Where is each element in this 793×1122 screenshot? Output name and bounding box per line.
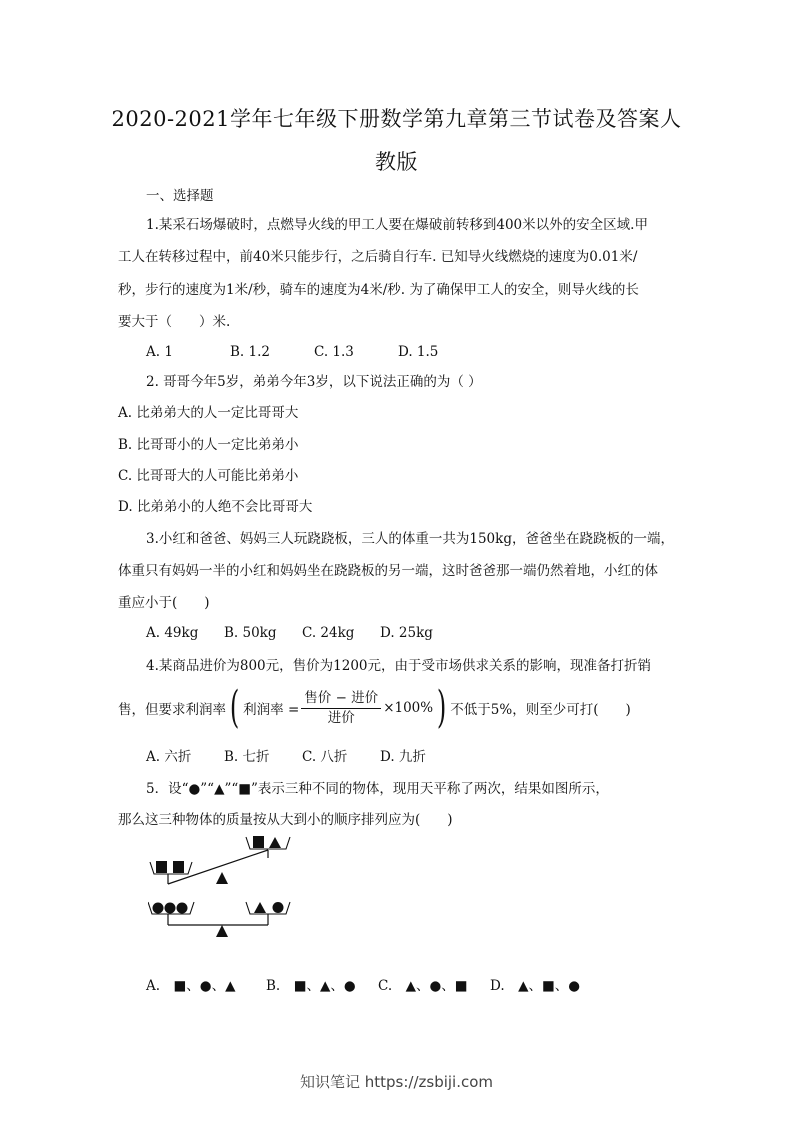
document-title-line1: 2020-2021学年七年级下册数学第九章第三节试卷及答案人 xyxy=(111,107,682,131)
q3-line3: 重应小于( ) xyxy=(118,595,210,611)
q2-option-c: C. 比哥哥大的人可能比弟弟小 xyxy=(118,468,299,484)
circle-icon xyxy=(165,903,176,914)
q5-options xyxy=(146,977,580,995)
q4-line1: 4.某商品进价为800元，售价为1200元，由于受市场供求关系的影响，现准备打折销 xyxy=(146,658,652,674)
q5-option-d: D. ▲、■、● xyxy=(490,978,581,994)
square-icon xyxy=(253,836,264,848)
circle-icon xyxy=(153,903,164,914)
fraction-numerator: 售价 − 进价 xyxy=(301,690,381,709)
q3-options xyxy=(146,624,433,642)
q5-option-b: B. ■、▲、● xyxy=(266,978,356,994)
q3-line2: 体重只有妈妈一半的小红和妈妈坐在跷跷板的另一端，这时爸爸那一端仍然着地，小红的体 xyxy=(118,563,658,579)
q4-pre-text: 售，但要求利润率 xyxy=(118,702,226,718)
fraction-denominator: 进价 xyxy=(327,709,355,726)
q4-option-b: B. 七折 xyxy=(224,749,270,765)
q3-line1: 3.小红和爸爸、妈妈三人玩跷跷板，三人的体重一共为150kg，爸爸坐在跷跷板的一端， xyxy=(146,531,674,547)
section-heading: 一、选择题 xyxy=(146,188,214,204)
q2-stem: 2. 哥哥今年5岁，弟弟今年3岁，以下说法正确的为（ ） xyxy=(146,374,482,390)
q1-line3: 秒，步行的速度为1米/秒，骑车的速度为4米/秒. 为了确保甲工人的安全，则导火线的长 xyxy=(118,282,639,298)
q5-line1: 5．设“●”“▲”“■”表示三种不同的物体，现用天平称了两次，结果如图所示， xyxy=(146,781,609,797)
q1-options xyxy=(146,343,438,361)
formula-tail: ×100% xyxy=(383,700,434,716)
fulcrum-triangle-icon xyxy=(216,872,228,884)
q4-option-a: A. 六折 xyxy=(146,749,192,765)
square-icon xyxy=(156,861,167,873)
document-title-line2: 教版 xyxy=(375,150,418,174)
q2-option-d: D. 比弟弟小的人绝不会比哥哥大 xyxy=(118,499,313,515)
q1-option-b: B. 1.2 xyxy=(230,344,270,360)
circle-icon xyxy=(273,902,284,913)
q1-line2: 工人在转移过程中，前40米只能步行，之后骑自行车. 已知导火线燃烧的速度为0.01米/ xyxy=(118,249,638,265)
triangle-icon xyxy=(254,902,266,913)
formula-lhs: 利润率 = xyxy=(243,702,300,718)
q5-option-c: C. ▲、●、■ xyxy=(378,978,468,994)
q1-line1: 1.某采石场爆破时，点燃导火线的甲工人要在爆破前转移到400米以外的安全区域.甲 xyxy=(146,217,648,233)
q4-option-d: D. 九折 xyxy=(380,749,426,765)
balance-scale-1 xyxy=(150,836,290,884)
q3-option-a: A. 49kg xyxy=(146,625,199,641)
balance-scale-figure xyxy=(148,832,308,942)
q3-option-c: C. 24kg xyxy=(302,625,355,641)
circle-icon xyxy=(177,903,188,914)
square-icon xyxy=(173,861,184,873)
formula-right-paren: ) xyxy=(436,682,447,733)
q4-options xyxy=(146,748,426,766)
profit-fraction xyxy=(301,690,381,727)
q1-option-c: C. 1.3 xyxy=(314,344,354,360)
q1-line4: 要大于（ ）米. xyxy=(118,314,231,330)
balance-scale-2 xyxy=(148,902,290,937)
q2-option-a: A. 比弟弟大的人一定比哥哥大 xyxy=(118,405,299,421)
q4-post-text: 不低于5%，则至少可打( ) xyxy=(450,702,631,718)
q2-option-b: B. 比哥哥小的人一定比弟弟小 xyxy=(118,437,299,453)
q5-line2: 那么这三种物体的质量按从大到小的顺序排列应为( ) xyxy=(118,812,453,828)
q1-option-d: D. 1.5 xyxy=(398,344,439,360)
footer-watermark: 知识笔记 https://zsbiji.com xyxy=(299,1073,494,1091)
q4-option-c: C. 八折 xyxy=(302,749,348,765)
q1-option-a: A. 1 xyxy=(146,344,173,360)
q5-option-a: A. ■、●、▲ xyxy=(146,978,236,994)
q3-option-d: D. 25kg xyxy=(380,625,433,641)
formula-left-paren: ( xyxy=(229,682,240,733)
triangle-icon xyxy=(269,837,281,848)
q4-formula-line xyxy=(118,682,631,733)
q3-option-b: B. 50kg xyxy=(224,625,277,641)
fulcrum-triangle-icon xyxy=(216,925,228,937)
